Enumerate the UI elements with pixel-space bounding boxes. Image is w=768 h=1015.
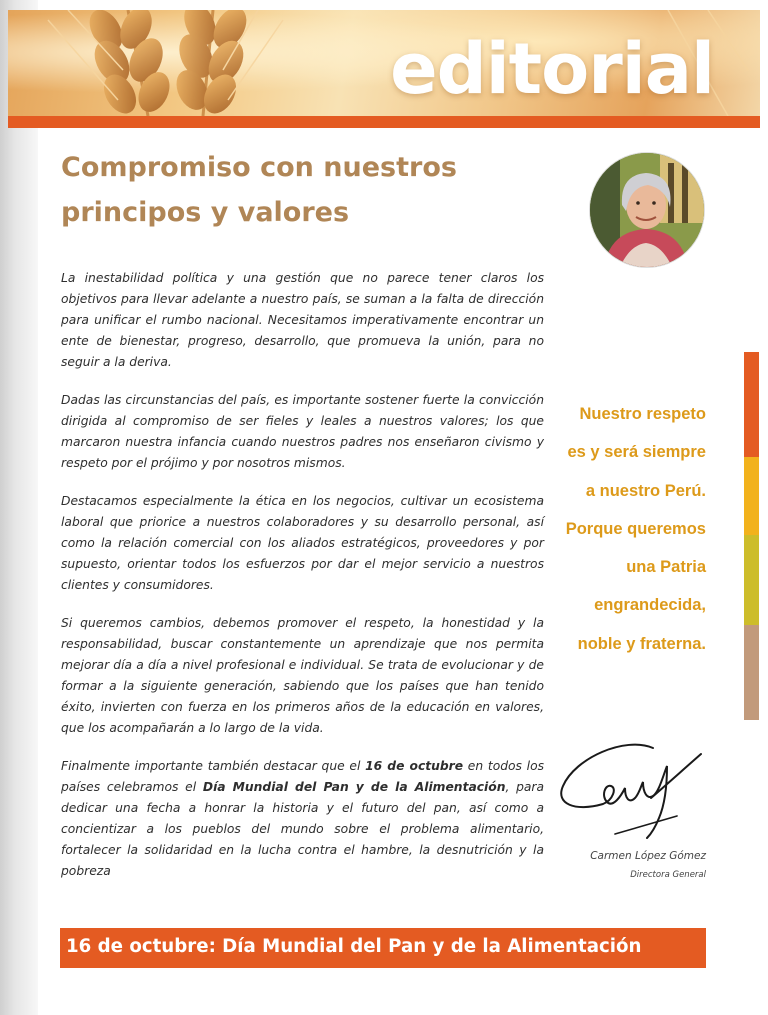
final-text-1: Finalmente importante también destacar que el [61, 759, 366, 773]
final-text-2: en todos los países celebramos el [61, 759, 545, 794]
body-paragraph: Si queremos cambios, debemos promover el respeto, la honestidad y la responsabilidad, buscar constantemente un aprendizaje que nos permita mejorar día a día a nivel profesional e individual. Se trata de evolucionar y de formar a la siguiente generación, sabiendo que los países que han tenido éxito, invierten con fuerza en los primeros años de la educación en valores, que los acompañarán a lo largo de la vida. [61, 616, 544, 735]
quote-line: Nuestro respeto [579, 405, 706, 423]
quote-line: engrandecida, [594, 596, 706, 615]
quote-line: a nuestro Perú. [585, 481, 706, 500]
final-text-3: , para dedicar una fecha a honrar la historia y el futuro del pan, así como a concientizar a los pueblos del mundo sobre el problema alimentario, fortalecer la solidaridad en la lucha contra el hambre, la desnutrición y la pobreza [61, 780, 544, 878]
quote-line: Porque queremos [565, 519, 706, 538]
quote-line: noble y fraterna. [577, 634, 706, 653]
footer-text: 16 de octubre: Día Mundial del Pan y de la Alimentación [66, 936, 642, 957]
body-paragraph-final [61, 756, 544, 882]
author-role: Directora General [630, 870, 706, 880]
body-paragraph: Destacamos especialmente la ética en los negocios, cultivar un ecosistema laboral que priorice a nuestros colaboradores y su desarrollo personal, así como la relación comercial con los aliados estratégicos, proveedores y por supuesto, orientar todos los esfuerzos por dar el mejor servicio a nuestros clientes y consumidores. [61, 494, 544, 592]
article-headline: Compromiso con nuestros principos y valores [61, 152, 457, 228]
article-body [61, 268, 544, 899]
color-strip-orange [744, 352, 759, 457]
header-divider-bar [8, 116, 760, 128]
section-title: editorial [390, 28, 714, 110]
header-banner [8, 10, 760, 116]
color-strip-tan [744, 625, 759, 720]
pull-quote [560, 395, 706, 663]
body-paragraph: La inestabilidad política y una gestión que no parece tener claros los objetivos para llevar adelante a nuestro país, se suman a la falta de dirección para unificar el rumbo nacional. Necesitamos imperativamente encontrar un ente de bienestar, progreso, desarrollo, que promueva la unión, para no seguir a la deriva. [61, 271, 544, 369]
footer-banner [60, 928, 706, 968]
page-edge-shadow [0, 0, 38, 1015]
handwritten-signature [555, 738, 715, 848]
color-strip-olive [744, 535, 759, 625]
body-paragraph: Dadas las circunstancias del país, es importante sostener fuerte la convicción dirigida al compromiso de ser fieles y leales a nuestros valores; los que marcaron nuestra infancia cuando nuestros padres nos enseñaron civismo y respeto por el prójimo y por nosotros mismos. [61, 393, 544, 470]
highlight-date: 16 de octubre [365, 759, 464, 773]
author-photo [590, 153, 704, 267]
color-strip-yellow [744, 457, 759, 535]
quote-line: una Patria [626, 558, 706, 577]
quote-line: es y será siempre [567, 443, 706, 462]
author-name: Carmen López Gómez [590, 850, 706, 862]
highlight-event: Día Mundial del Pan y de la Alimentación [202, 780, 506, 794]
